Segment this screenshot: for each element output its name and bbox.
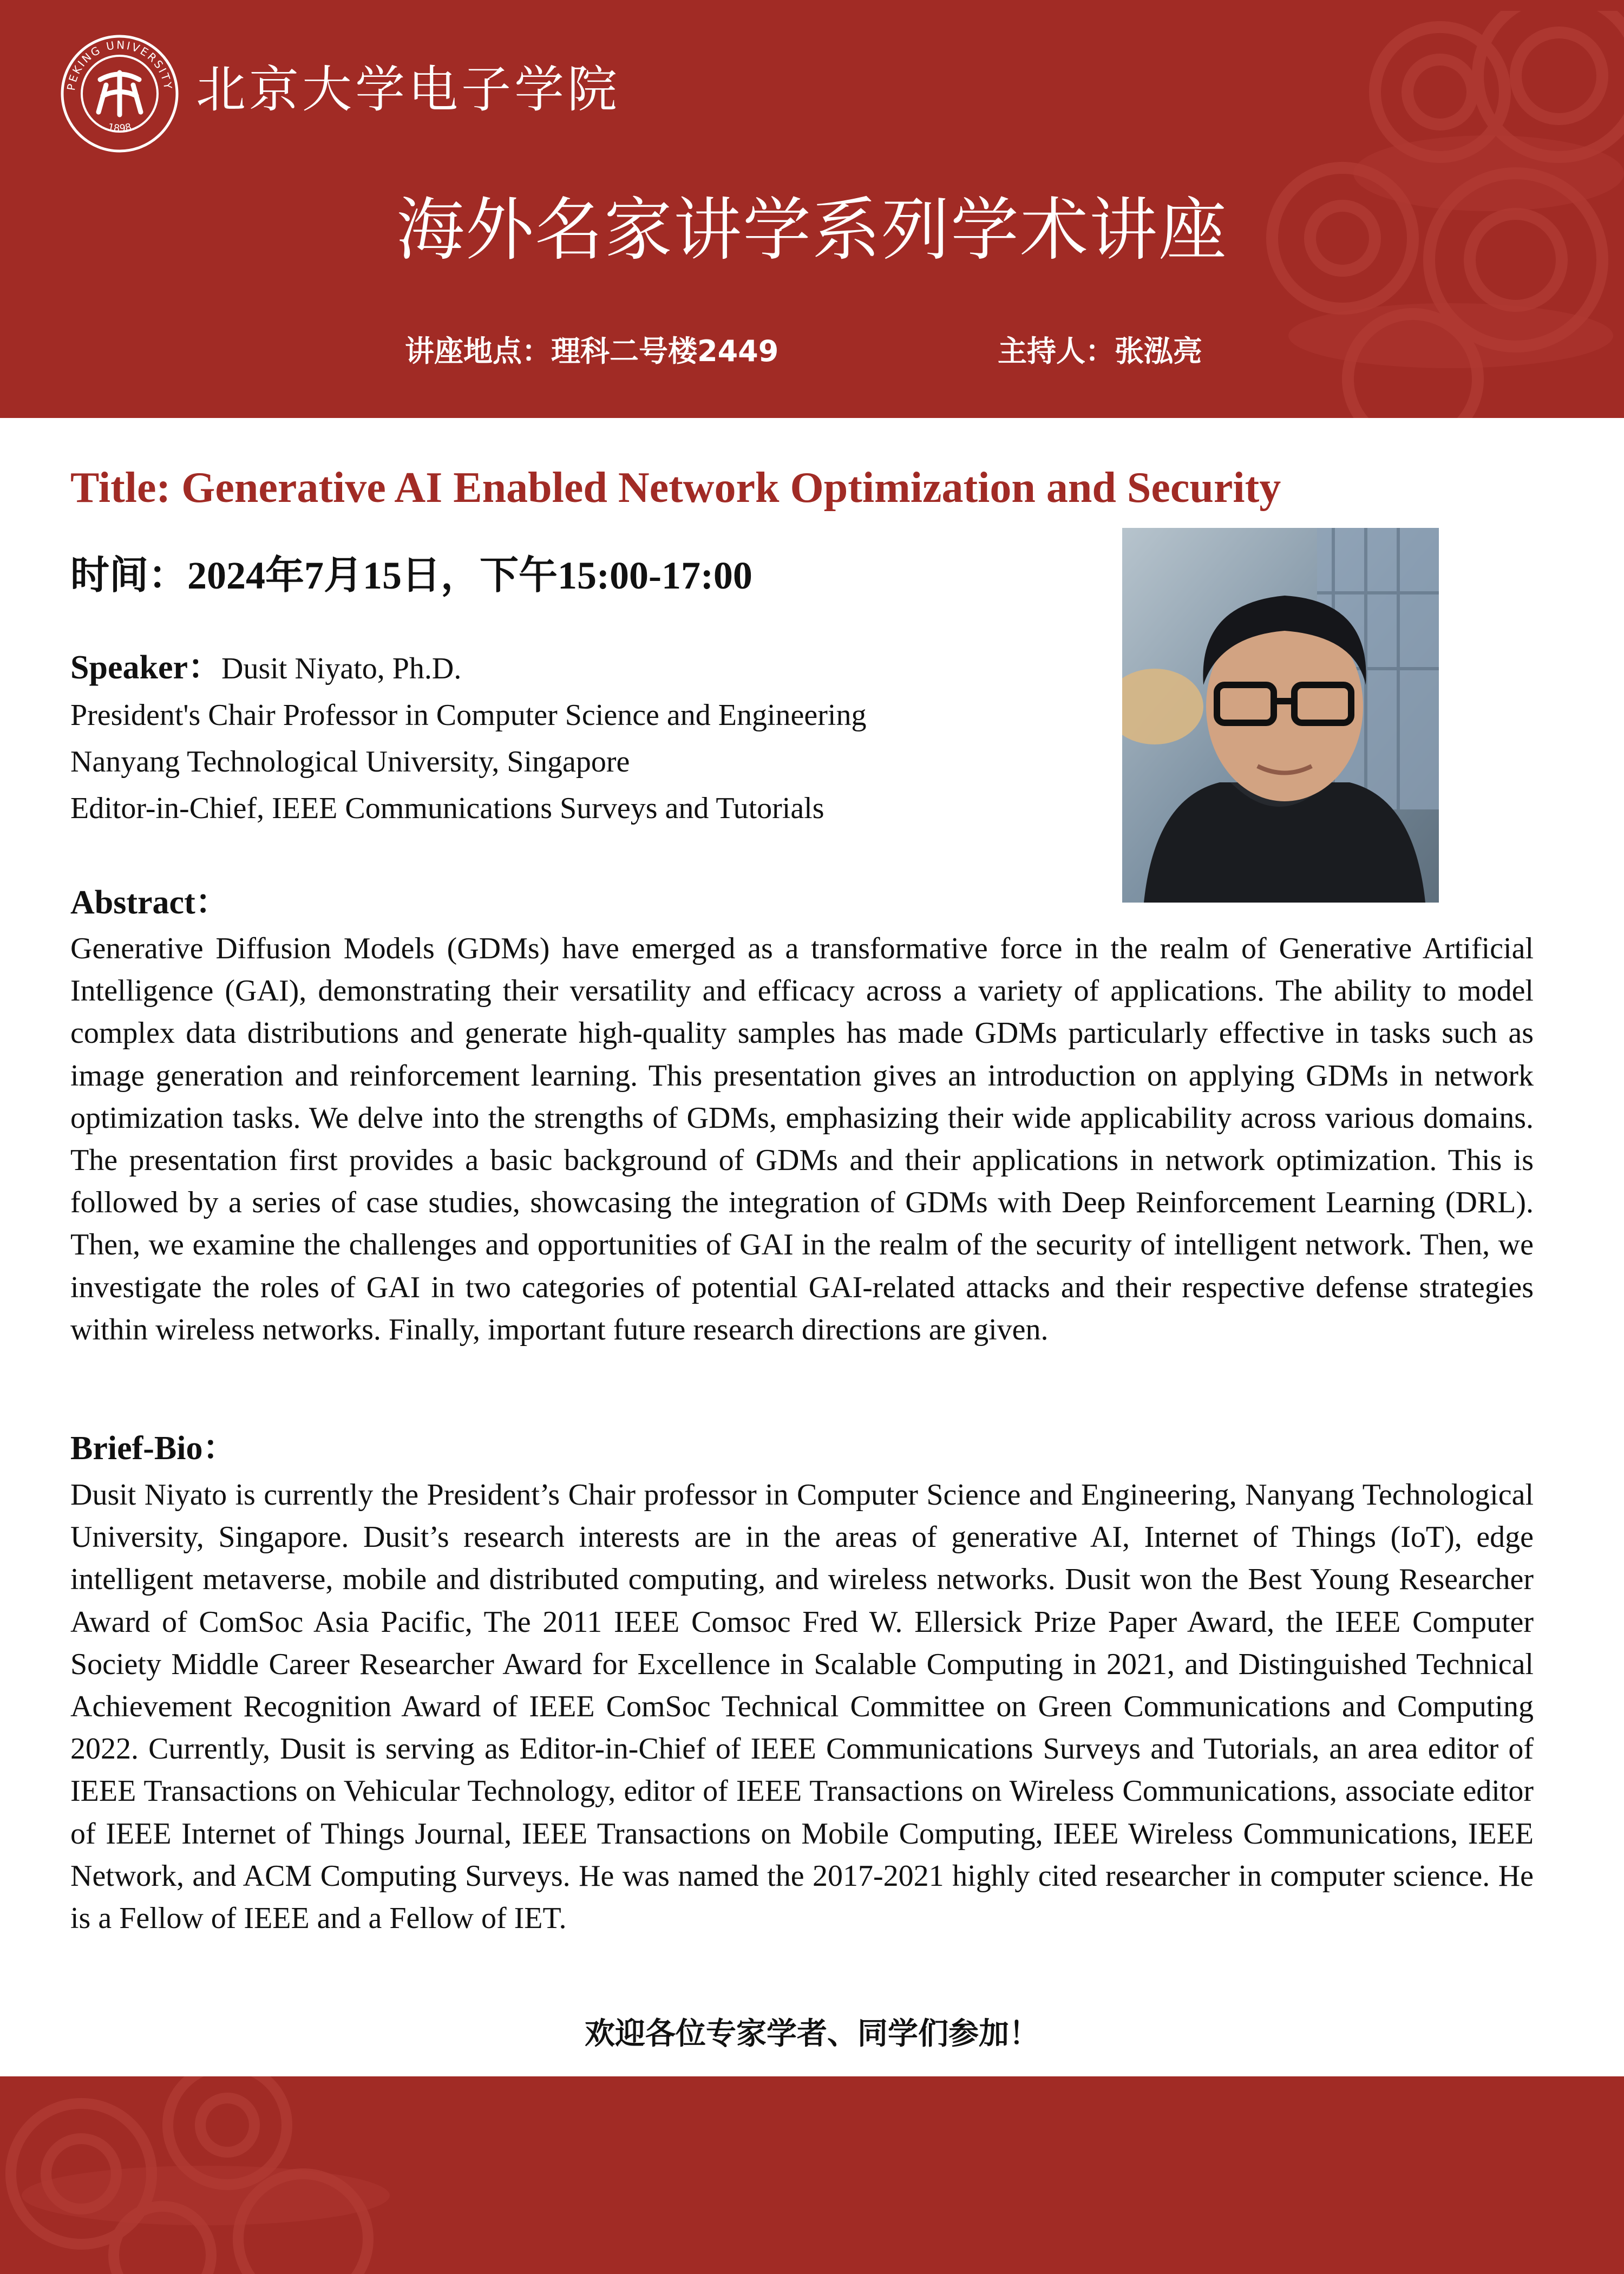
speaker-editorship-line: Editor-in-Chief, IEEE Communications Surveys and Tutorials xyxy=(70,792,824,825)
talk-time: 时间：2024年7月15日，下午15:00-17:00 xyxy=(70,554,752,597)
welcome-message: 欢迎各位专家学者、同学们参加！ xyxy=(585,2016,1039,2051)
speaker-title-line: President's Chair Professor in Computer Science and Engineering xyxy=(70,698,867,732)
lecture-series-title: 海外名家讲学系列学术讲座 xyxy=(396,190,1228,270)
abstract-heading: Abstract： xyxy=(70,884,229,921)
bio-text: Dusit Niyato is currently the President’s Chair professor in Computer Science and Engineering, Nanyang Technological University, Singapore. Dusit’s research interests are in the areas of generative AI, Internet of Things (IoT), edge intelligent metaverse, mobile and distributed computing, and wireless networks. Dusit won the Best Young Researcher Award of ComSoc Asia Pacific, The 2011 IEEE Comsoc Fred W. Ellersick Prize Paper Award, the IEEE Computer Society Middle Career Researcher Award for Excellence in Scalable Computing in 2021, and Distinguished Technical Achievement Recognition Award of IEEE ComSoc Technical Committee on Green Communications and Computing 2022. Currently, Dusit is serving as Editor-in-Chief of IEEE Communications Surveys and Tutorials, an area editor of IEEE Transactions on Vehicular Technology, editor of IEEE Transactions on Wireless Communications, associate editor of IEEE Internet of Things Journal, IEEE Transactions on Mobile Computing, IEEE Wireless Communications, IEEE Network, and ACM Computing Surveys. He was named the 2017-2021 highly cited researcher in computer science. He is a Fellow of IEEE and a Fellow of IET. xyxy=(70,1478,1534,1936)
auspicious-cloud-pattern-icon xyxy=(0,2076,487,2274)
header-banner xyxy=(0,0,1624,418)
abstract-text: Generative Diffusion Models (GDMs) have emerged as a transformative force in the realm of Generative Artificial Intelligence (GAI), demonstrating their versatility and efficacy across a variety of applications. The ability to model complex data distributions and generate high-quality samples has made GDMs particularly effective in tasks such as image generation and reinforcement learning. This presentation gives an introduction on applying GDMs in network optimization tasks. We delve into the strengths of GDMs, emphasizing their wide applicability across various domains. The presentation first provides a basic background of GDMs and their applications in network optimization. This is followed by a series of case studies, showcasing the integration of GDMs with Deep Reinforcement Learning (DRL). Then, we examine the challenges and opportunities of GAI in the realm of the security of intelligent network. Then, we investigate the roles of GAI in two categories of potential GAI-related attacks and their respective defense strategies within wireless networks. Finally, important future research directions are given. xyxy=(70,932,1534,1347)
speaker-photo xyxy=(1122,528,1439,903)
speaker-portrait-image xyxy=(1122,528,1439,903)
talk-title: Title: Generative AI Enabled Network Optimization and Security xyxy=(70,464,1281,512)
svg-text:1898: 1898 xyxy=(107,121,133,135)
speaker-name: Dusit Niyato, Ph.D. xyxy=(221,652,462,685)
speaker-name-row xyxy=(70,644,1099,692)
peking-university-seal-icon xyxy=(60,34,180,154)
svg-text:PEKING UNIVERSITY: PEKING UNIVERSITY xyxy=(64,38,175,92)
lecture-venue: 讲座地点：理科二号楼2449 xyxy=(405,334,779,368)
school-name: 北京大学电子学院 xyxy=(196,61,621,119)
speaker-affiliation-line: Nanyang Technological University, Singapore xyxy=(70,745,630,779)
speaker-label: Speaker： xyxy=(70,649,222,686)
footer-banner xyxy=(0,2076,1624,2274)
bio-heading: Brief-Bio： xyxy=(70,1430,237,1467)
speaker-info xyxy=(70,644,1099,832)
lecture-host: 主持人：张泓亮 xyxy=(998,334,1202,368)
